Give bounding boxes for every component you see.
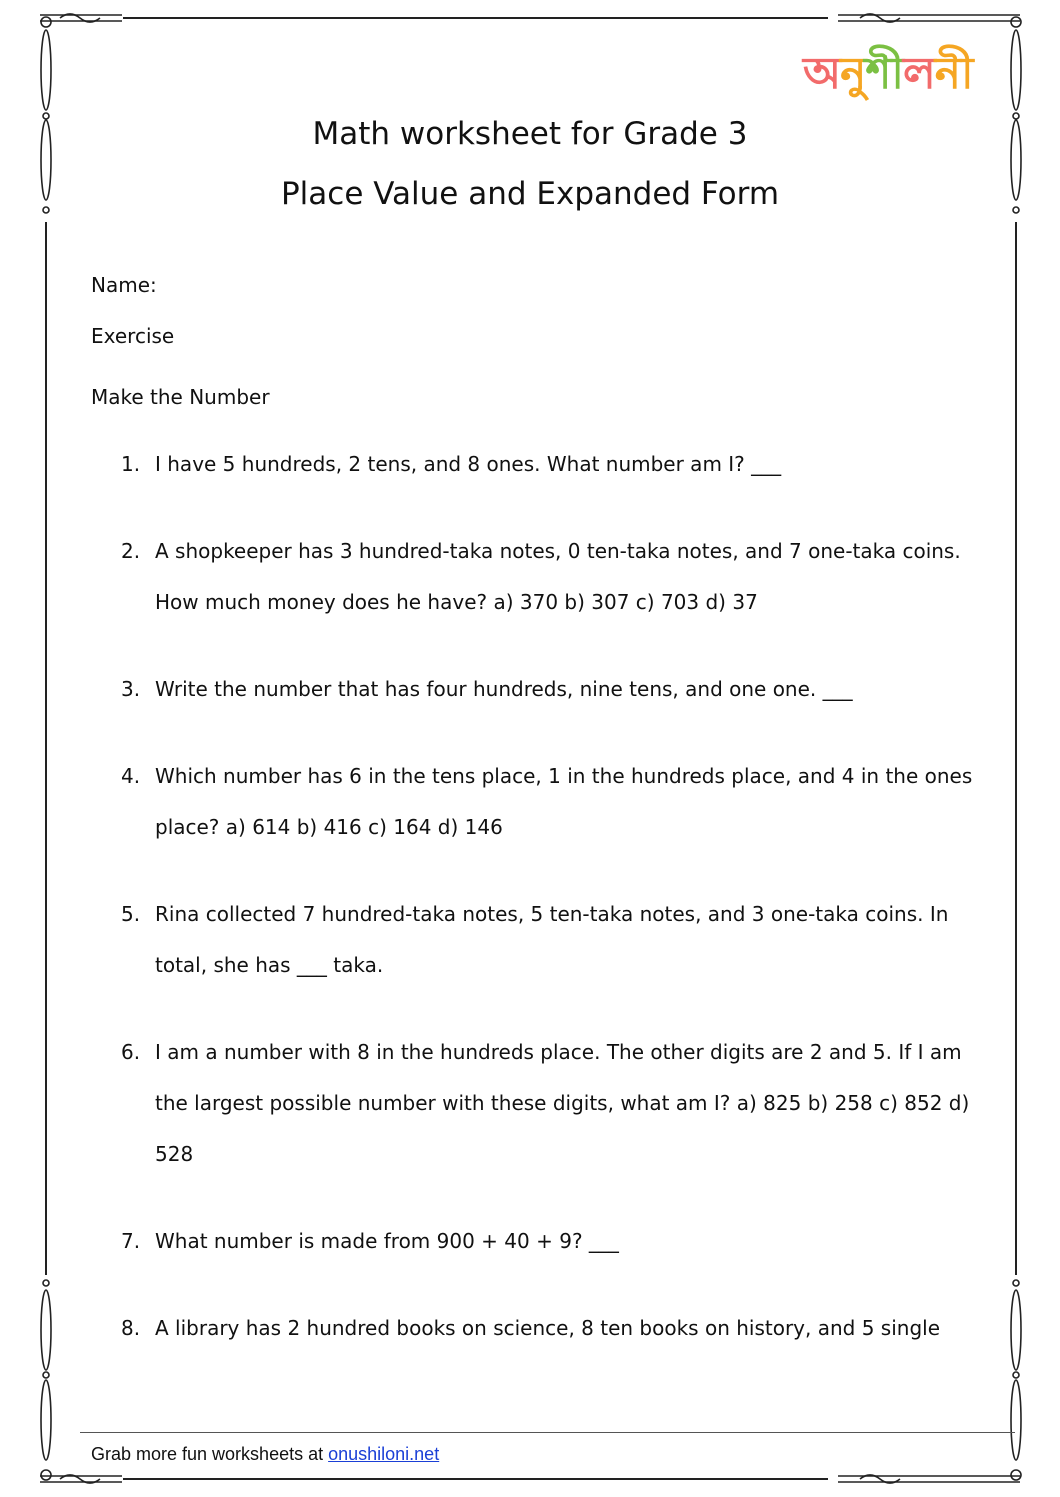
page-title: Math worksheet for Grade 3	[312, 116, 748, 152]
question-number: 2.	[121, 539, 141, 563]
footer-text: Grab more fun worksheets at	[91, 1444, 329, 1464]
footer	[91, 1444, 439, 1465]
question-text: A library has 2 hundred books on science, 8 ten books on history, and 5 single	[155, 1316, 940, 1340]
question-text: I am a number with 8 in the hundreds place. The other digits are 2 and 5. If I am the largest possible number with these digits, what am I? a) 825 b) 258 c) 852 d) 528	[155, 1040, 970, 1166]
question-text: A shopkeeper has 3 hundred-taka notes, 0 ten-taka notes, and 7 one-taka coins. How much money does he have? a) 370 b) 307 c) 703 d) 37	[155, 539, 961, 614]
page-subtitle: Place Value and Expanded Form	[280, 176, 780, 212]
footer-divider	[80, 1432, 1015, 1433]
question-number: 4.	[121, 764, 141, 788]
question-number: 7.	[121, 1229, 141, 1253]
name-label: Name:	[91, 273, 157, 297]
question-item	[121, 1303, 981, 1354]
question-text: Write the number that has four hundreds, nine tens, and one one. ___	[155, 677, 853, 701]
question-number: 5.	[121, 902, 141, 926]
question-item	[121, 1216, 981, 1267]
question-text: I have 5 hundreds, 2 tens, and 8 ones. What number am I? ___	[155, 452, 782, 476]
question-item	[121, 889, 981, 991]
question-item	[121, 751, 981, 853]
subsection-label: Make the Number	[91, 385, 270, 409]
question-text: What number is made from 900 + 40 + 9? ___	[155, 1229, 619, 1253]
footer-link[interactable]: onushiloni.net	[328, 1444, 440, 1464]
question-item	[121, 439, 981, 490]
question-list	[121, 439, 981, 1354]
question-number: 8.	[121, 1316, 141, 1340]
question-number: 1.	[121, 452, 141, 476]
question-number: 6.	[121, 1040, 141, 1064]
question-item	[121, 664, 981, 715]
question-text: Which number has 6 in the tens place, 1 in the hundreds place, and 4 in the ones place? a) 614 b) 416 c) 164 d) 146	[155, 764, 973, 839]
question-text: Rina collected 7 hundred-taka notes, 5 ten-taka notes, and 3 one-taka coins. In total, she has ___ taka.	[155, 902, 949, 977]
question-item	[121, 526, 981, 628]
brand-logo	[803, 40, 998, 108]
section-label: Exercise	[91, 324, 175, 348]
brand-logo-text: অনশলন	[803, 48, 973, 99]
question-item	[121, 1027, 981, 1180]
question-number: 3.	[121, 677, 141, 701]
